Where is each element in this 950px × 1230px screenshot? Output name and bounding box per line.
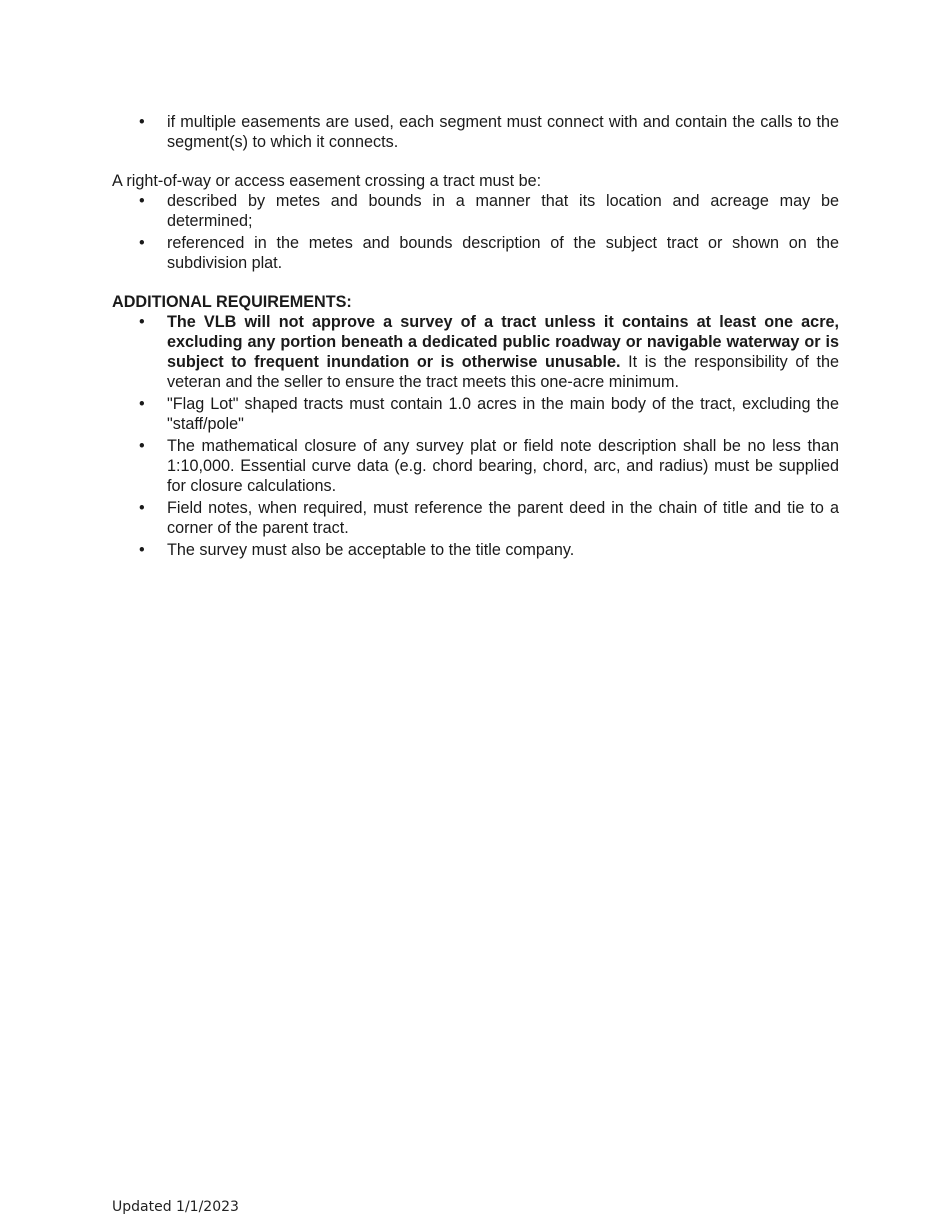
additional-requirements-list (112, 312, 839, 560)
row-easement-list (112, 191, 839, 273)
list-item-text: The survey must also be acceptable to the title company. (167, 541, 575, 559)
list-item (112, 436, 839, 496)
list-item (112, 394, 839, 434)
page-footer: Updated 1/1/2023 (112, 1199, 239, 1215)
bullet-icon: • (139, 234, 145, 252)
bullet-icon: • (139, 437, 145, 455)
list-item (112, 540, 839, 560)
list-item (112, 191, 839, 231)
bullet-icon: • (139, 541, 145, 559)
list-item (112, 233, 839, 273)
list-item-bold-text: The VLB will not approve a survey of a tract unless it contains at least one acre, excluding any portion beneath a dedicated public roadway or navigable waterway or is subject to frequent inundation or is otherwise unusable. (167, 313, 839, 371)
bullet-icon: • (139, 499, 145, 517)
document-page (112, 112, 839, 560)
bullet-icon: • (139, 192, 145, 210)
bullet-icon: • (139, 313, 145, 331)
list-item (112, 112, 839, 152)
list-item-text: if multiple easements are used, each segment must connect with and contain the calls to the segment(s) to which it connects. (167, 113, 839, 151)
bullet-icon: • (139, 113, 145, 131)
list-item (112, 498, 839, 538)
row-easement-intro: A right-of-way or access easement crossing a tract must be: (112, 172, 542, 190)
easement-list (112, 112, 839, 152)
list-item-text: described by metes and bounds in a manner that its location and acreage may be determined; (167, 192, 839, 230)
list-item-text: Field notes, when required, must reference the parent deed in the chain of title and tie to a corner of the parent tract. (167, 499, 839, 537)
list-item-text: It is the responsibility of the veteran and the seller to ensure the tract meets this one-acre minimum. (167, 353, 839, 391)
bullet-icon: • (139, 395, 145, 413)
additional-requirements-heading: ADDITIONAL REQUIREMENTS: (112, 293, 352, 311)
list-item-text: "Flag Lot" shaped tracts must contain 1.0 acres in the main body of the tract, excluding the "staff/pole" (167, 395, 839, 433)
list-item-text: referenced in the metes and bounds description of the subject tract or shown on the subdivision plat. (167, 234, 839, 272)
list-item-text: The mathematical closure of any survey plat or field note description shall be no less than 1:10,000. Essential curve data (e.g. chord bearing, chord, arc, and radius) must be supplied for closure calculations. (167, 437, 839, 495)
list-item (112, 312, 839, 392)
